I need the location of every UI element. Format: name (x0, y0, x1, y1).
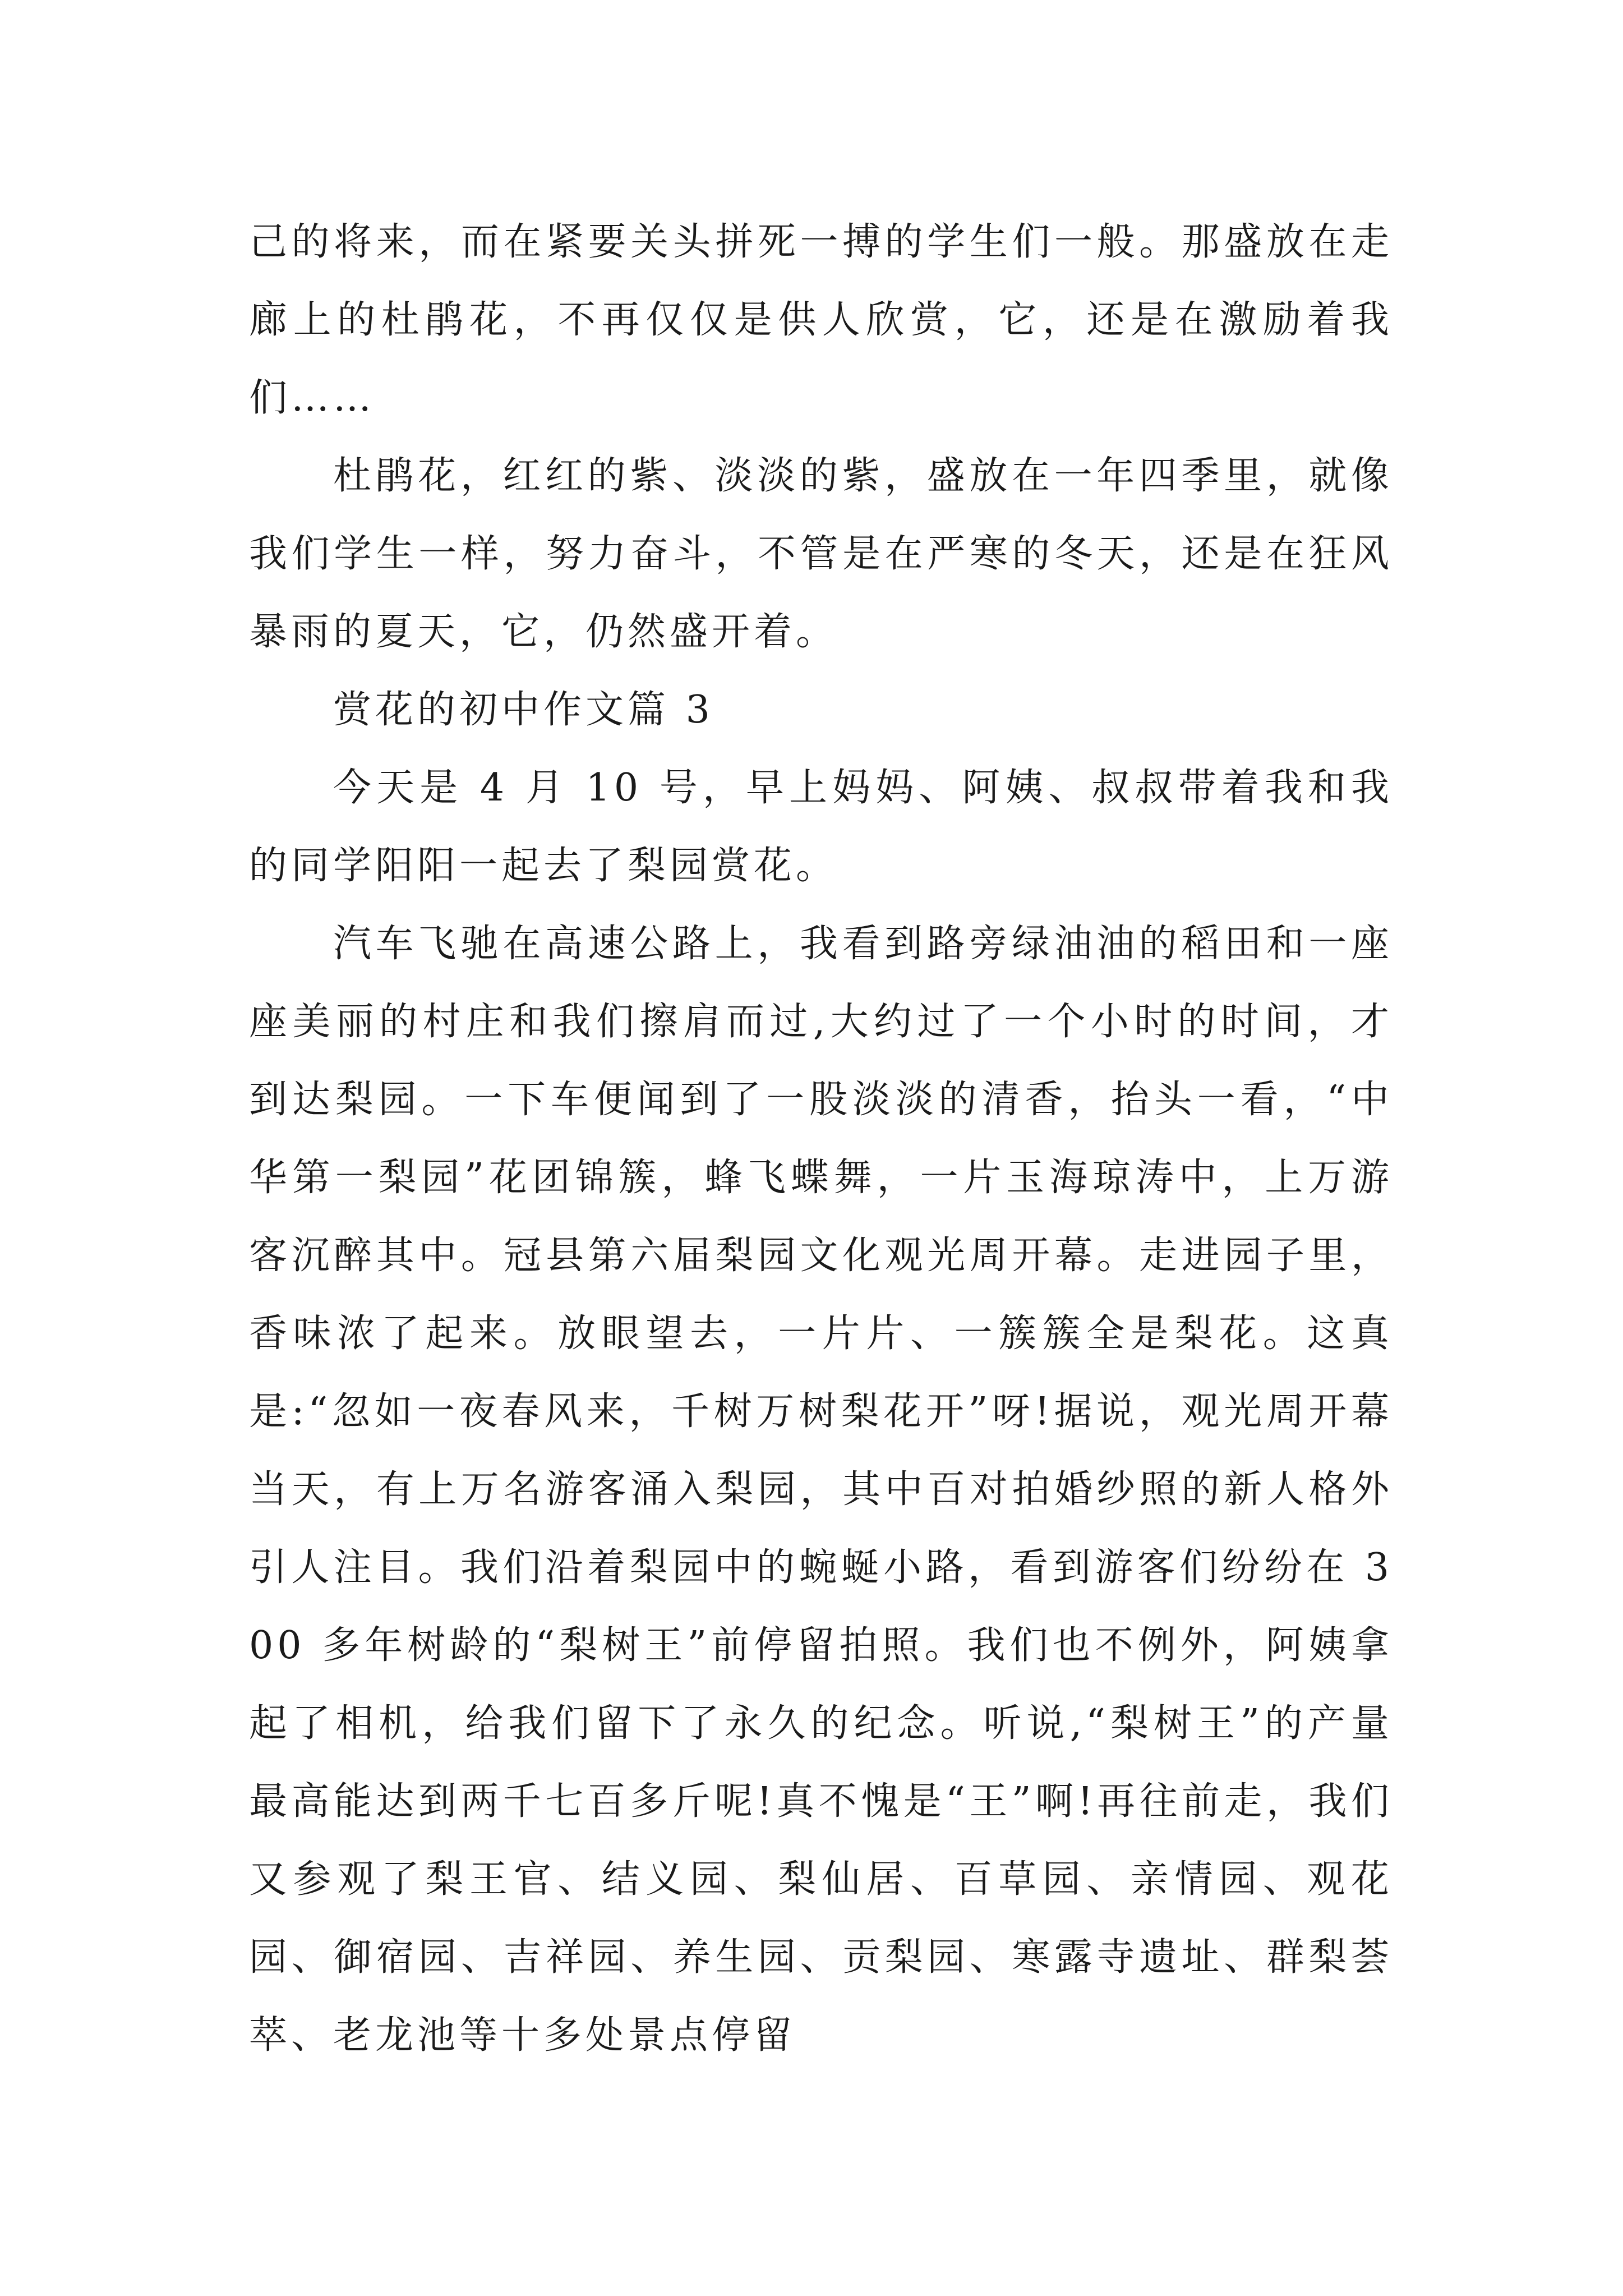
paragraph-2: 杜鹃花，红红的紫、淡淡的紫，盛放在一年四季里，就像我们学生一样，努力奋斗，不管是在严寒的冬天，还是在狂风暴雨的夏天，它，仍然盛开着。 (249, 454, 1393, 654)
paragraph-4: 汽车飞驰在高速公路上，我看到路旁绿油油的稻田和一座座美丽的村庄和我们擦肩而过,大约过了一个小时的时间，才到达梨园。一下车便闻到了一股淡淡的清香，抬头一看，“中华第一梨园”花团锦簇，蜂飞蝶舞，一片玉海琼涛中，上万游客沉醉其中。冠县第六届梨园文化观光周开幕。走进园子里，香味浓了起来。放眼望去，一片片、一簇簇全是梨花。这真是:“忽如一夜春风来，千树万树梨花开”呀!据说，观光周开幕当天，有上万名游客涌入梨园，其中百对拍婚纱照的新人格外引人注目。我们沿着梨园中的蜿蜒小路，看到游客们纷纷在 300 多年树龄的“梨树王”前停留拍照。我们也不例外，阿姨拿起了相机，给我们留下了永久的纪念。听说,“梨树王”的产量最高能达到两千七百多斤呢!真不愧是“王”啊!再往前走，我们又参观了梨王官、结义园、梨仙居、百草园、亲情园、观花园、御宿园、吉祥园、养生园、贡梨园、寒露寺遗址、群梨荟萃、老龙池等十多处景点停留 (249, 922, 1393, 2058)
paragraph-1: 己的将来，而在紧要关头拼死一搏的学生们一般。那盛放在走廊上的杜鹃花，不再仅仅是供人欣赏，它，还是在激励着我们…… (249, 220, 1393, 420)
document-body (249, 203, 1393, 2074)
paragraph-3: 今天是 4 月 10 号，早上妈妈、阿姨、叔叔带着我和我的同学阳阳一起去了梨园赏花。 (249, 766, 1393, 888)
section-heading: 赏花的初中作文篇 3 (333, 688, 714, 732)
